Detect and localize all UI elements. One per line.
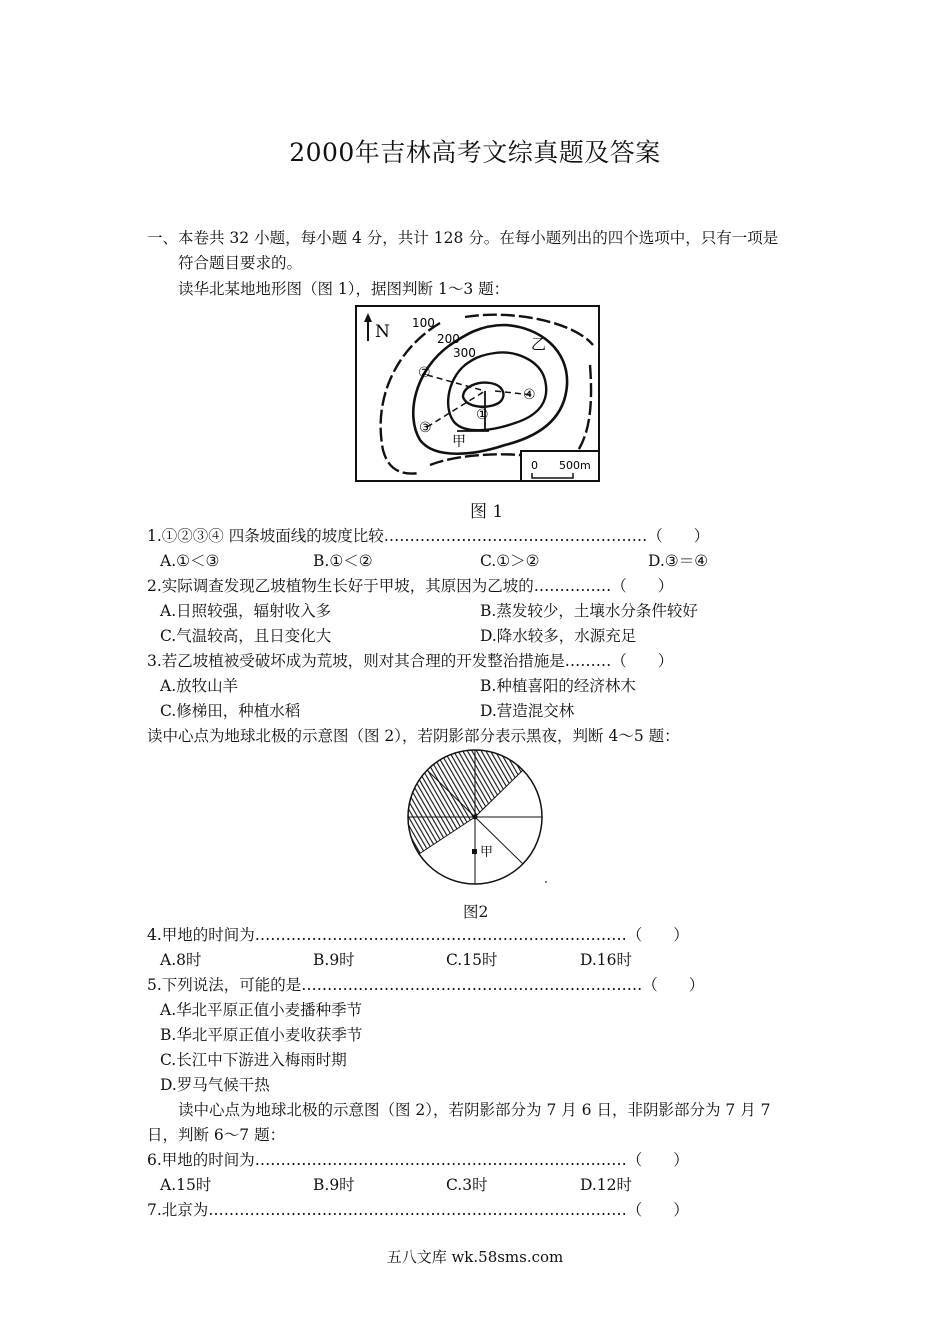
label-jia: 甲: [452, 434, 466, 450]
figure1-intro: 读华北某地地形图（图 1），据图判断 1～3 题：: [178, 280, 510, 298]
scale-500: 500m: [559, 459, 591, 472]
q5-option-a: A.华北平原正值小麦播种季节: [160, 1001, 363, 1019]
q1-stem: 1.①②③④ 四条坡面线的坡度比较……………………………………………（ ）: [147, 527, 710, 545]
marker-4: ④: [523, 387, 536, 403]
q2-option-d: D.降水较多，水源充足: [480, 627, 637, 645]
figure2-intro: 读中心点为地球北极的示意图（图 2），若阴影部分表示黑夜，判断 4～5 题：: [147, 727, 680, 745]
q6-option-a: A.15时: [160, 1176, 212, 1194]
q1-option-a: A.①＜③: [160, 552, 220, 570]
marker-3: ③: [419, 420, 432, 436]
section-instruction-line1: 一、本卷共 32 小题，每小题 4 分，共计 128 分。在每小题列出的四个选项中，只有一项是: [147, 229, 779, 247]
contour-label-300: 300: [453, 346, 476, 360]
marker-1: ①: [476, 407, 489, 423]
q4-stem: 4.甲地的时间为………………………………………………………………（ ）: [147, 926, 689, 944]
q3-stem: 3.若乙坡植被受破坏成为荒坡，则对其合理的开发整治措施是………（ ）: [147, 652, 674, 670]
figure2-polar-diagram: [405, 748, 555, 890]
q5-option-c: C.长江中下游进入梅雨时期: [160, 1051, 347, 1069]
intro3-line2: 日，判断 6～7 题：: [147, 1126, 286, 1144]
q5-option-b: B.华北平原正值小麦收获季节: [160, 1026, 363, 1044]
document-title: 2000年吉林高考文综真题及答案: [289, 138, 661, 167]
q2-option-a: A.日照较强，辐射收入多: [160, 602, 332, 620]
q2-option-b: B.蒸发较少，土壤水分条件较好: [480, 602, 698, 620]
q4-option-d: D.16时: [580, 951, 633, 969]
q2-option-c: C.气温较高，且日变化大: [160, 627, 332, 645]
q1-option-d: D.③＝④: [648, 552, 709, 570]
q2-stem: 2.实际调查发现乙坡植物生长好于甲坡，其原因为乙坡的……………（ ）: [147, 577, 674, 595]
q6-option-d: D.12时: [580, 1176, 633, 1194]
scale-zero: 0: [531, 459, 538, 472]
figure2-caption: 图2: [463, 903, 489, 921]
q6-stem: 6.甲地的时间为………………………………………………………………（ ）: [147, 1151, 689, 1169]
q5-option-d: D.罗马气候干热: [160, 1076, 270, 1094]
q4-option-a: A.8时: [160, 951, 202, 969]
label-jia-fig2: 甲: [480, 845, 494, 860]
point-jia-marker: [472, 849, 477, 854]
q7-stem: 7.北京为………………………………………………………………………（ ）: [147, 1201, 689, 1219]
q6-option-b: B.9时: [313, 1176, 355, 1194]
q5-stem: 5.下列说法，可能的是…………………………………………………………（ ）: [147, 976, 705, 994]
north-label: N: [375, 322, 390, 342]
q3-option-a: A.放牧山羊: [160, 677, 239, 695]
q4-option-c: C.15时: [446, 951, 498, 969]
contour-label-200: 200: [437, 332, 460, 346]
marker-2: ②: [418, 365, 431, 381]
section-instruction-line2: 符合题目要求的。: [178, 254, 303, 272]
q3-option-c: C.修梯田，种植水稻: [160, 702, 301, 720]
q4-option-b: B.9时: [313, 951, 355, 969]
q6-option-c: C.3时: [446, 1176, 488, 1194]
q1-option-c: C.①＞②: [480, 552, 540, 570]
contour-label-100: 100: [412, 316, 435, 330]
page-footer: 五八文库 wk.58sms.com: [386, 1248, 564, 1266]
q1-option-b: B.①＜②: [313, 552, 373, 570]
q3-option-d: D.营造混交林: [480, 702, 575, 720]
q3-option-b: B.种植喜阳的经济林木: [480, 677, 636, 695]
figure1-caption: 图 1: [470, 502, 504, 522]
label-yi: 乙: [531, 335, 547, 353]
figure1-contour-map: [355, 305, 600, 482]
intro3-line1: 读中心点为地球北极的示意图（图 2），若阴影部分为 7 月 6 日，非阴影部分为 7 月 7: [178, 1101, 771, 1119]
